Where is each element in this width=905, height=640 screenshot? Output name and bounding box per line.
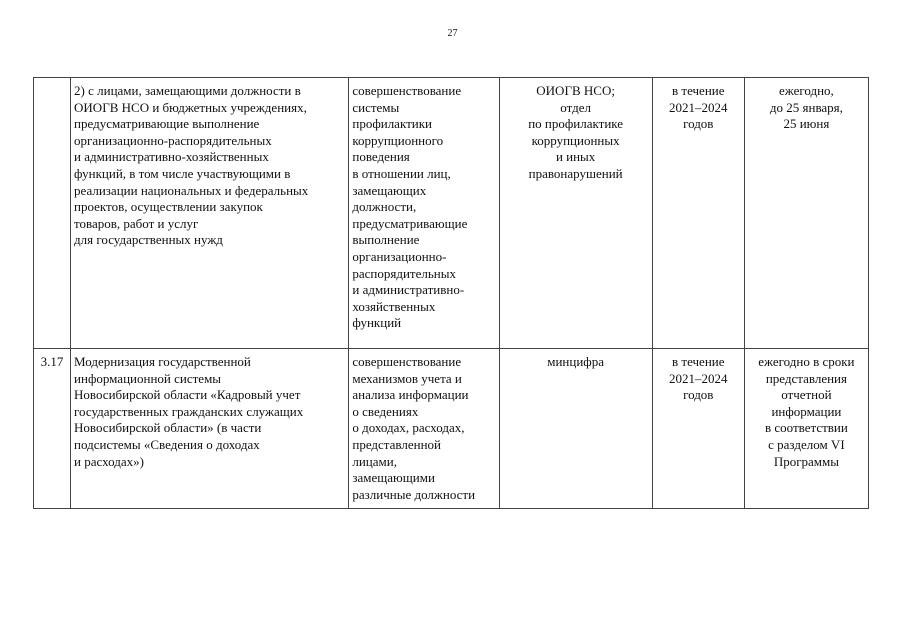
term-cell: в течение 2021–2024 годов xyxy=(652,349,744,509)
term-cell: в течение 2021–2024 годов xyxy=(652,78,744,349)
measure-name-cell: 2) с лицами, замещающими должности в ОИОГВ НСО и бюджетных учреждениях, предусматривающие выполнение организационно-распорядительных и административно-хозяйственных функций, в том числе участвующими в реализации национальных и федеральных проектов, осуществлении закупок товаров, работ и услуг для государственных нужд xyxy=(71,78,349,349)
deadline-cell: ежегодно, до 25 января, 25 июня xyxy=(744,78,868,349)
table-row xyxy=(34,78,869,349)
executor-cell: минцифра xyxy=(499,349,652,509)
measure-name-cell: Модернизация государственной информационной системы Новосибирской области «Кадровый учет государственных гражданских служащих Новосибирской области» (в части подсистемы «Сведения о доходах и расходах») xyxy=(71,349,349,509)
row-number-cell xyxy=(34,78,71,349)
deadline-cell: ежегодно в сроки представления отчетной информации в соответствии с разделом VI Программы xyxy=(744,349,868,509)
page-number: 27 xyxy=(447,28,458,39)
goal-cell: совершенствование системы профилактики коррупционного поведения в отношении лиц, замещающих должности, предусматривающие выполнение организационно- распорядительных и административно- хозяйственных функций xyxy=(349,78,499,349)
row-number-cell: 3.17 xyxy=(34,349,71,509)
measures-table xyxy=(33,77,869,509)
goal-cell: совершенствование механизмов учета и анализа информации о сведениях о доходах, расходах, представленной лицами, замещающими различные должности xyxy=(349,349,499,509)
table-row xyxy=(34,349,869,509)
executor-cell: ОИОГВ НСО; отдел по профилактике коррупционных и иных правонарушений xyxy=(499,78,652,349)
